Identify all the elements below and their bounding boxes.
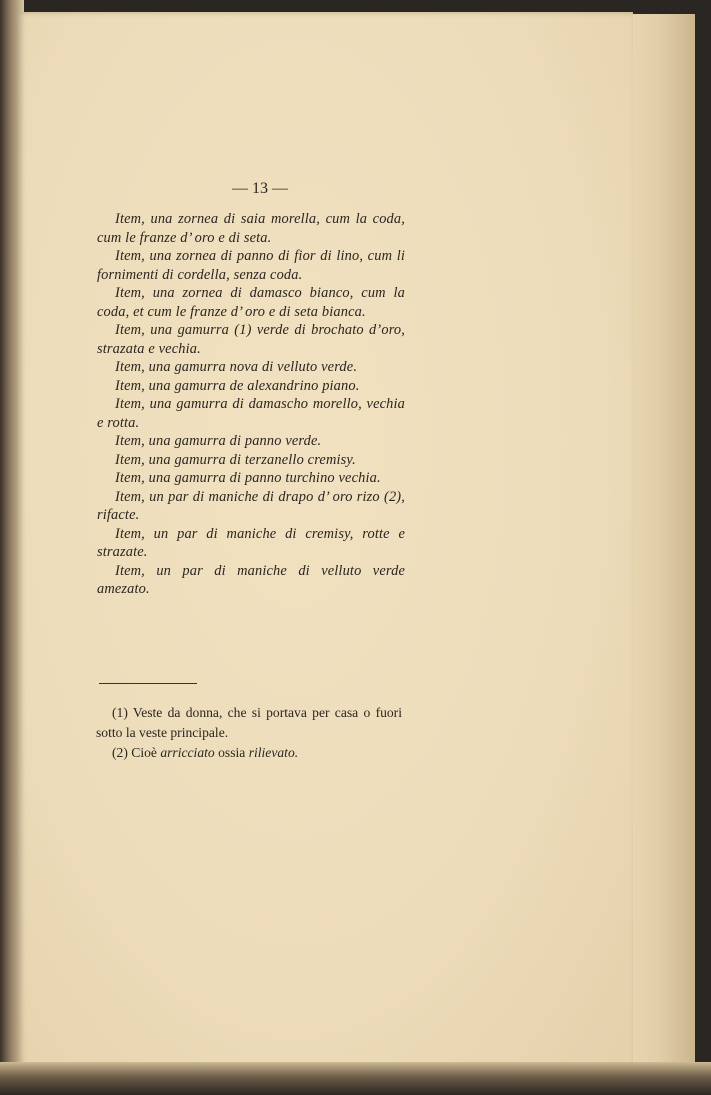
inventory-entry: Item, una zornea di panno di fior di lino, cum li fornimenti di cordella, senza coda. [97, 248, 405, 283]
inventory-entry: Item, un par di maniche di drapo d’ oro rizo (2), rifacte. [97, 488, 405, 523]
page-number: — 13 — [232, 180, 288, 197]
inventory-entry: Item, una zornea di damasco bianco, cum la coda, et cum le franze d’ oro e di seta bianca. [97, 285, 405, 320]
inventory-entry: Item, una gamurra de alexandrino piano. [115, 377, 360, 394]
inventory-entry: Item, una gamurra di panno turchino vechia. [115, 470, 381, 486]
inventory-entry: Item, un par di maniche di velluto verde amezato. [97, 562, 405, 597]
inventory-entry: Item, una gamurra di terzanello cremisy. [115, 451, 356, 468]
inventory-entry: Item, una zornea di saia morella, cum la coda, cum le franze d’ oro e di seta. [97, 211, 405, 246]
footnote-2 [96, 743, 402, 763]
inventory-entry: Item, un par di maniche di cremisy, rotte e strazate. [97, 525, 405, 560]
inventory-text [97, 210, 405, 599]
footnote-divider [99, 683, 197, 684]
page-bottom-edge [0, 1062, 711, 1095]
footnote-2-prefix: (2) Cioè [112, 745, 161, 760]
inventory-entry: Item, una gamurra (1) verde di brochato d’oro, strazata e vechia. [97, 322, 405, 357]
footnote-2-mid: ossia [214, 745, 249, 760]
inventory-entry: Item, una gamurra di panno verde. [115, 433, 322, 449]
footnote-1: (1) Veste da donna, che si portava per casa o fuori sotto la veste principale. [96, 705, 402, 740]
footnotes [96, 703, 402, 763]
inventory-entry: Item, una gamurra di damascho morello, vechia e rotta. [97, 396, 405, 431]
footnote-2-term-arricciato: arricciato [160, 745, 215, 760]
inventory-entry: Item, una gamurra nova di velluto verde. [115, 359, 358, 375]
footnote-2-term-rilievato: rilievato. [248, 745, 299, 760]
